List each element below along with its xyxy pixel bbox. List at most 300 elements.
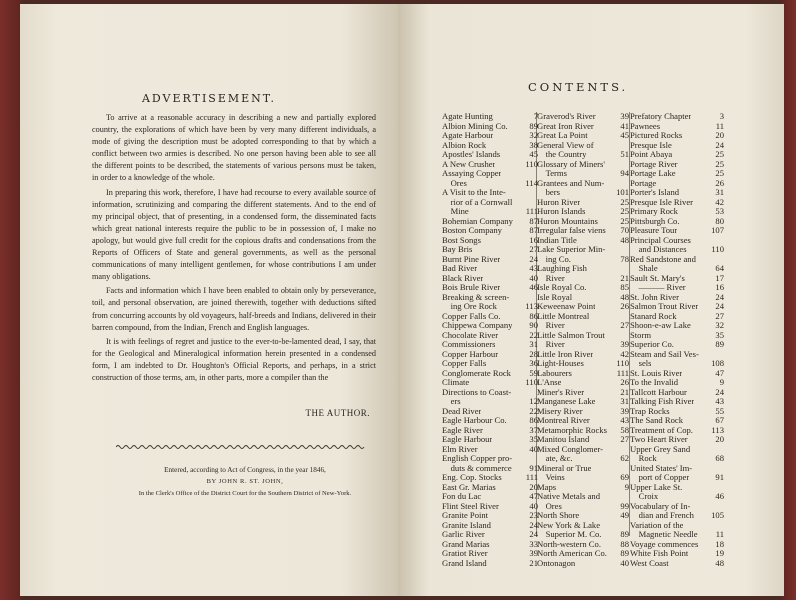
entry-page-number: 39 — [620, 405, 629, 416]
contents-entry — [537, 397, 629, 407]
entry-page-number: 47 — [529, 491, 538, 501]
contents-entry — [537, 454, 629, 464]
entry-page-number: 69 — [620, 472, 629, 482]
entry-page-number: 16 — [715, 282, 724, 292]
contents-entry — [630, 416, 724, 426]
contents-entry — [537, 150, 629, 160]
contents-entry — [442, 150, 538, 160]
entry-title: Conglomerate Rock — [442, 368, 511, 378]
entry-title: Bost Songs — [442, 235, 481, 245]
entry-title: Huron Mountains — [537, 216, 598, 226]
entry-title: Maps — [537, 482, 557, 492]
entry-title: Upper Lake St. — [630, 482, 683, 492]
contents-entry — [442, 521, 538, 531]
contents-title: CONTENTS. — [528, 80, 629, 94]
entry-title: Great La Point — [537, 131, 588, 140]
entry-title: Upper Grey Sand — [630, 444, 691, 454]
entry-title: Superior Co. — [630, 340, 674, 349]
contents-entry — [442, 359, 538, 369]
entry-page-number: 25 — [715, 158, 724, 169]
contents-entry — [630, 378, 724, 388]
entry-title: ——— River — [630, 283, 686, 292]
entry-title: Sault St. Mary's — [630, 273, 685, 283]
entry-page-number: 11 — [715, 120, 724, 131]
contents-entry — [442, 321, 538, 331]
entry-title: Veins — [537, 473, 565, 482]
entry-title: Storm — [630, 330, 652, 340]
contents-entry — [630, 283, 724, 293]
entry-title: River — [537, 321, 565, 330]
entry-page-number: 87 — [529, 215, 538, 226]
entry-page-number: 67 — [715, 415, 724, 425]
entry-page-number: 39 — [620, 111, 629, 121]
contents-entry — [442, 207, 538, 217]
contents-entry — [537, 188, 629, 198]
entry-title: Commissioners — [442, 340, 496, 349]
entry-page-number: 110 — [616, 358, 629, 368]
entry-page-number: 48 — [715, 557, 724, 568]
entry-title: sels — [630, 359, 652, 368]
contents-entry — [442, 511, 538, 521]
entry-title: Superior M. Co. — [537, 530, 602, 539]
entry-title: Presque Isle — [630, 140, 672, 150]
entry-page-number: 21 — [529, 557, 538, 568]
contents-entry — [442, 302, 538, 312]
contents-entry — [442, 464, 538, 474]
entry-page-number: 45 — [529, 149, 538, 159]
entry-page-number: 110 — [525, 158, 538, 169]
entry-page-number: 105 — [711, 510, 724, 520]
entry-title: ers — [442, 397, 461, 406]
contents-entry — [630, 112, 724, 122]
contents-entry — [537, 530, 629, 540]
contents-entry — [630, 236, 724, 246]
entry-title: Voyage commences — [630, 539, 699, 549]
entry-page-number: 108 — [711, 358, 724, 368]
entry-page-number: 62 — [620, 453, 629, 463]
entry-title: English Copper pro- — [442, 454, 513, 463]
contents-entry — [537, 350, 629, 360]
entry-page-number: 24 — [715, 386, 724, 397]
contents-entry — [537, 293, 629, 303]
entry-page-number: 40 — [529, 272, 538, 283]
entry-title: Prefatory Chapter — [630, 112, 692, 121]
entry-page-number: 53 — [715, 206, 724, 216]
entry-page-number: 114 — [525, 177, 538, 188]
entry-title: Black River — [442, 273, 484, 283]
contents-entry — [537, 511, 629, 521]
entry-page-number: 22 — [529, 405, 538, 416]
entry-title: Grand Marias — [442, 539, 490, 549]
entry-page-number: 25 — [715, 168, 724, 178]
entry-page-number: 27 — [715, 310, 724, 321]
contents-entry — [442, 426, 538, 436]
contents-entry — [537, 131, 629, 141]
entry-page-number: 25 — [620, 215, 629, 226]
contents-entry — [442, 435, 538, 445]
entry-page-number: 31 — [715, 187, 724, 197]
entry-title: Garlic River — [442, 530, 485, 539]
contents-entry — [442, 255, 538, 265]
entry-title: Magnetic Needle — [630, 530, 698, 539]
entry-page-number: 21 — [620, 386, 629, 397]
entry-title: Chocolate River — [442, 330, 499, 340]
entry-page-number: 49 — [620, 510, 629, 520]
contents-entry — [630, 350, 724, 360]
contents-entry — [537, 207, 629, 217]
entry-title: Albion Mining Co. — [442, 121, 508, 131]
contents-entry — [630, 312, 724, 322]
contents-entry — [537, 112, 629, 122]
contents-entry — [442, 226, 538, 236]
contents-entry — [442, 331, 538, 341]
contents-entry — [537, 226, 629, 236]
entry-title: To the Invalid — [630, 378, 679, 387]
contents-entry — [630, 521, 724, 531]
entry-title: ing Co. — [537, 254, 571, 264]
entry-page-number: 59 — [529, 367, 538, 378]
contents-entry — [537, 331, 629, 341]
contents-entry — [442, 407, 538, 417]
entry-title: Little Iron River — [537, 349, 594, 359]
entry-page-number: 20 — [715, 130, 724, 140]
entry-title: Croix — [630, 492, 659, 501]
entry-page-number: 20 — [715, 434, 724, 444]
entry-page-number: 31 — [529, 339, 538, 349]
entry-page-number: 42 — [715, 196, 724, 207]
entry-page-number: 40 — [529, 443, 538, 454]
entry-title: Granite Island — [442, 520, 491, 530]
entry-page-number: 40 — [620, 557, 629, 568]
entry-page-number: 24 — [715, 291, 724, 302]
contents-entry — [442, 141, 538, 151]
contents-entry — [630, 207, 724, 217]
entry-title: Ores — [442, 178, 467, 188]
entry-page-number: 26 — [620, 301, 629, 311]
contents-entry — [630, 160, 724, 170]
entry-page-number: 12 — [529, 396, 538, 406]
entry-page-number: 36 — [529, 358, 538, 368]
contents-entry — [537, 378, 629, 388]
entry-title: ate, &c. — [537, 454, 573, 463]
entry-page-number: 16 — [529, 234, 538, 245]
entry-title: North-western Co. — [537, 539, 601, 549]
contents-entry — [442, 559, 538, 569]
contents-entry — [537, 255, 629, 265]
entry-page-number: 19 — [715, 548, 724, 558]
entry-title: Gratiot River — [442, 549, 488, 558]
contents-entry — [537, 407, 629, 417]
contents-entry — [537, 388, 629, 398]
entry-title: Little Salmon Trout — [537, 330, 605, 340]
contents-entry — [442, 131, 538, 141]
entry-title: Portage — [630, 178, 657, 188]
contents-entry — [442, 312, 538, 322]
entry-title: Glossary of Miners' — [537, 159, 605, 169]
entry-page-number: 39 — [620, 339, 629, 349]
entry-page-number: 40 — [529, 500, 538, 511]
entry-page-number: 25 — [620, 196, 629, 207]
entry-title: Primary Rock — [630, 207, 678, 216]
entry-page-number: 85 — [620, 282, 629, 292]
entry-title: Granite Point — [442, 511, 489, 520]
contents-entry — [442, 112, 538, 122]
entry-page-number: 24 — [529, 519, 538, 530]
entry-page-number: 94 — [620, 168, 629, 178]
entry-page-number: 101 — [616, 187, 629, 197]
copyright-line: In the Clerk's Office of the District Court for the Southern District of New-York. — [138, 490, 352, 497]
contents-entry — [442, 473, 538, 483]
contents-entry — [537, 312, 629, 322]
entry-title: Bohemian Company — [442, 216, 513, 226]
contents-entry — [537, 198, 629, 208]
contents-entry — [630, 179, 724, 189]
entry-title: Two Heart River — [630, 435, 688, 444]
entry-page-number: 23 — [529, 510, 538, 520]
contents-entry — [537, 473, 629, 483]
entry-page-number: 88 — [620, 538, 629, 549]
contents-entry — [442, 530, 538, 540]
contents-entry — [630, 426, 724, 436]
entry-title: Steam and Sail Ves- — [630, 349, 699, 359]
entry-title: bers — [537, 188, 560, 197]
entry-title: Talking Fish River — [630, 397, 695, 406]
contents-entry — [537, 369, 629, 379]
contents-entry — [537, 122, 629, 132]
entry-page-number: 107 — [711, 225, 724, 235]
contents-entry — [630, 464, 724, 474]
entry-title: Laughing Fish — [537, 264, 587, 273]
contents-entry — [537, 245, 629, 255]
entry-title: Salmon Trout River — [630, 302, 699, 311]
entry-title: Fon du Lac — [442, 492, 482, 501]
entry-title: St. Louis River — [630, 368, 683, 378]
entry-title: A Visit to the Inte- — [442, 188, 506, 197]
contents-entry — [537, 274, 629, 284]
entry-title: rior of a Cornwall — [442, 197, 513, 207]
entry-title: Porter's Island — [630, 188, 680, 197]
entry-title: Isle Royal Co. — [537, 283, 587, 292]
entry-title: Treatment of Cop. — [630, 425, 693, 435]
contents-entry — [442, 369, 538, 379]
advertisement-paragraph: In preparing this work, therefore, I have had recourse to every available source of information, scrutinizing and comparing the different statements. And to the end of my principal object, that of presenting, in a condensed form, the disseminated facts which great national interests require the public to be in possession of, I make no apology, but would give full credit for the copious drafts and condensations from the Reports of Officers of State and general governments, as well as the personal communications of many intelligent gentlemen, for whose contributions I am under many obligations. — [92, 187, 376, 282]
entry-title: Ores — [537, 501, 562, 511]
contents-entry — [537, 264, 629, 274]
contents-entry — [442, 122, 538, 132]
contents-entry — [537, 445, 629, 455]
entry-title: dian and French — [630, 511, 694, 520]
advertisement-body — [92, 112, 376, 386]
decorative-rule — [116, 444, 366, 450]
entry-title: White Fish Point — [630, 549, 689, 558]
entry-title: Grand Island — [442, 558, 487, 568]
entry-page-number: 43 — [529, 263, 538, 273]
entry-title: Lake Superior Min- — [537, 245, 606, 254]
entry-page-number: 35 — [529, 434, 538, 444]
entry-title: Miner's River — [537, 387, 585, 397]
entry-page-number: 11 — [715, 529, 724, 539]
entry-title: Ontonagon — [537, 558, 576, 568]
contents-entry — [442, 388, 538, 398]
entry-title: Manitou Island — [537, 435, 590, 444]
entry-page-number: 113 — [711, 424, 724, 435]
contents-entry — [630, 274, 724, 284]
entry-title: Apostles' Islands — [442, 150, 501, 159]
entry-page-number: 9 — [624, 481, 629, 492]
contents-entry — [630, 407, 724, 417]
entry-page-number: 27 — [620, 434, 629, 444]
entry-page-number: 28 — [529, 348, 538, 359]
contents-entry — [630, 255, 724, 265]
entry-page-number: 24 — [715, 139, 724, 150]
entry-title: Boston Company — [442, 226, 502, 235]
entry-title: General View of — [537, 140, 594, 150]
entry-title: Tallcott Harbour — [630, 387, 687, 397]
entry-page-number: 41 — [620, 120, 629, 131]
entry-title: Shale — [630, 264, 658, 273]
contents-entry — [442, 492, 538, 502]
entry-page-number: 90 — [529, 320, 538, 330]
contents-entry — [442, 340, 538, 350]
entry-title: Terms — [537, 169, 567, 178]
entry-title: A New Crusher — [442, 159, 496, 169]
contents-entry — [537, 236, 629, 246]
entry-title: port of Copper — [630, 473, 690, 482]
entry-title: Shoon-e-aw Lake — [630, 321, 691, 330]
contents-entry — [442, 293, 538, 303]
entry-title: Albion Rock — [442, 140, 487, 150]
entry-page-number: 25 — [715, 149, 724, 159]
entry-title: Elm River — [442, 444, 478, 454]
contents-entry — [630, 302, 724, 312]
entry-title: Agate Harbour — [442, 131, 494, 140]
entry-title: Stanard Rock — [630, 311, 677, 321]
contents-entry — [537, 340, 629, 350]
entry-title: Labourers — [537, 368, 572, 378]
entry-title: L'Anse — [537, 378, 562, 387]
left-page — [20, 4, 398, 596]
contents-entry — [537, 435, 629, 445]
entry-page-number: 21 — [620, 272, 629, 283]
contents-entry — [630, 264, 724, 274]
contents-entry — [442, 549, 538, 559]
entry-title: Agate Hunting — [442, 112, 493, 121]
entry-title: the Country — [537, 150, 587, 159]
entry-title: Misery River — [537, 406, 583, 416]
entry-title: Copper Falls — [442, 359, 487, 368]
contents-entry — [630, 131, 724, 141]
author-signature: THE AUTHOR. — [305, 408, 370, 418]
entry-title: Mine — [442, 207, 469, 216]
entry-page-number: 37 — [529, 424, 538, 435]
contents-entry — [442, 160, 538, 170]
entry-title: Indian Title — [537, 235, 577, 245]
contents-entry — [630, 388, 724, 398]
entry-page-number: 64 — [715, 263, 724, 273]
contents-entry — [537, 217, 629, 227]
contents-entry — [630, 293, 724, 303]
entry-page-number: 55 — [715, 405, 724, 416]
entry-page-number: 38 — [529, 139, 538, 150]
entry-title: duts & commerce — [442, 463, 512, 473]
entry-title: East Gr. Marias — [442, 482, 496, 492]
entry-page-number: 110 — [711, 244, 724, 254]
entry-page-number: 80 — [715, 215, 724, 226]
entry-page-number: 25 — [620, 206, 629, 216]
entry-title: Dead River — [442, 406, 482, 416]
contents-entry — [630, 226, 724, 236]
entry-page-number: 87 — [529, 225, 538, 235]
entry-page-number: 99 — [620, 500, 629, 511]
entry-title: Chippewa Company — [442, 321, 513, 330]
entry-page-number: 68 — [715, 453, 724, 463]
entry-page-number: 35 — [715, 329, 724, 340]
contents-entry — [537, 492, 629, 502]
advertisement-title: ADVERTISEMENT. — [141, 92, 276, 105]
entry-page-number: 70 — [620, 225, 629, 235]
contents-entry — [537, 169, 629, 179]
entry-title: Isle Royal — [537, 292, 573, 302]
entry-page-number: 20 — [529, 481, 538, 492]
contents-entry — [630, 530, 724, 540]
contents-entry — [442, 264, 538, 274]
contents-entry — [442, 445, 538, 455]
entry-title: Burnt Pine River — [442, 254, 501, 264]
entry-title: Bad River — [442, 264, 478, 273]
entry-title: Trap Rocks — [630, 406, 670, 416]
entry-page-number: 27 — [620, 320, 629, 330]
entry-title: Eagle River — [442, 425, 483, 435]
entry-title: Vocabulary of In- — [630, 501, 691, 511]
copyright-line: BY JOHN R. ST. JOHN, — [206, 478, 284, 485]
contents-entry — [537, 359, 629, 369]
entry-title: United States' Im- — [630, 463, 693, 473]
entry-title: Climate — [442, 378, 470, 387]
entry-title: Assaying Copper — [442, 169, 502, 178]
entry-title: Pittsburgh Co. — [630, 216, 680, 226]
entry-title: Grantees and Num- — [537, 178, 605, 188]
contents-entry — [537, 549, 629, 559]
contents-entry — [537, 416, 629, 426]
entry-title: Point Abaya — [630, 150, 673, 159]
entry-page-number: 32 — [529, 130, 538, 140]
contents-entry — [630, 454, 724, 464]
advertisement-paragraph: To arrive at a reasonable accuracy in describing a new and partially explored country, the explorations of which have been by very many different individuals, a mode of giving the description must be adopted corresponding to that by which a conflict between two armies is described. No one person having been able to see all the different points to be described, the statements of various persons must be taken, in order to a knowledge of the whole. — [92, 113, 376, 183]
entry-page-number: 46 — [715, 491, 724, 501]
contents-entry — [537, 302, 629, 312]
entry-page-number: 17 — [715, 272, 724, 283]
entry-page-number: 91 — [529, 462, 538, 473]
entry-page-number: 32 — [715, 320, 724, 330]
contents-entry — [630, 198, 724, 208]
contents-entry — [630, 445, 724, 455]
contents-entry — [630, 369, 724, 379]
contents-column-1 — [442, 112, 538, 568]
contents-entry — [630, 359, 724, 369]
contents-entry — [630, 331, 724, 341]
entry-page-number: 51 — [620, 149, 629, 159]
advertisement-paragraph: Facts and information which I have been enabled to obtain only by perseverance, toil, and personal observation, are joined therewith, together with deductions sifted from concurring accounts by old voyageurs, half-breeds and Indians, delivered in their barren compound, from the Indian, French and English languages. — [92, 286, 376, 332]
entry-title: Bois Brule River — [442, 283, 501, 292]
contents-entry — [442, 502, 538, 512]
entry-title: Keweenaw Point — [537, 302, 596, 311]
contents-entry — [630, 540, 724, 550]
entry-page-number: 58 — [620, 424, 629, 435]
entry-page-number: 18 — [715, 538, 724, 549]
entry-page-number: 89 — [715, 339, 724, 349]
entry-page-number: 111 — [525, 206, 538, 216]
entry-title: Great Iron River — [537, 121, 594, 131]
